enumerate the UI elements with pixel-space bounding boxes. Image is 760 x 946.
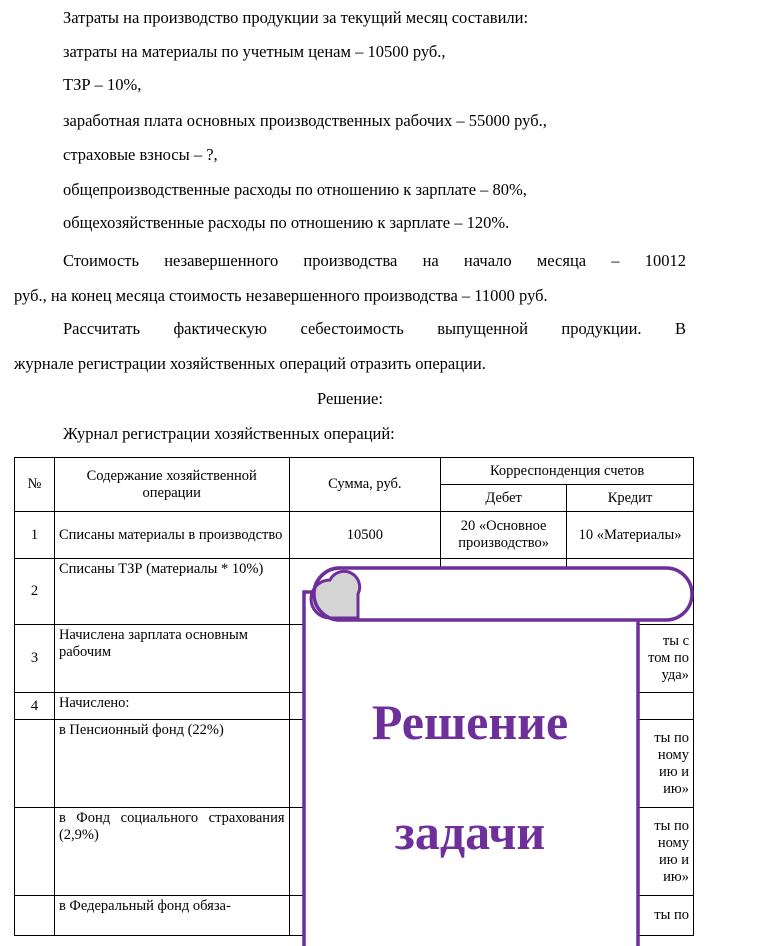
- table-row: [15, 512, 694, 559]
- row-credit: ты по ному ию и ию»: [567, 720, 694, 808]
- row-content: Списаны ТЗР (материалы * 10%): [54, 559, 289, 625]
- word: начало: [463, 251, 512, 270]
- row-content: Начислена зарплата основным рабочим: [54, 625, 289, 693]
- word: месяца: [536, 251, 587, 270]
- word: В: [674, 319, 686, 338]
- word: –: [611, 251, 620, 270]
- word: фактическую: [173, 319, 268, 338]
- table-header-row: [15, 458, 694, 485]
- row-num: [15, 720, 55, 808]
- word: Стоимость: [63, 251, 140, 270]
- row-num: [15, 808, 55, 896]
- row-content: Начислено:: [54, 693, 289, 720]
- row-credit: ты с том по уда»: [567, 625, 694, 693]
- row-num: 3: [15, 625, 55, 693]
- word: продукции.: [561, 319, 642, 338]
- word: выпущенной: [437, 319, 528, 338]
- row-num: 4: [15, 693, 55, 720]
- wip-paragraph: [14, 251, 686, 306]
- row-content: Списаны материалы в производство: [54, 512, 289, 559]
- header-credit: Кредит: [567, 485, 694, 512]
- row-debit: 20 «Основное производство»: [441, 512, 567, 559]
- row-num: 1: [15, 512, 55, 559]
- wip-line-1: [14, 251, 686, 271]
- row-content: в Фонд социального страхования (2,9%): [54, 808, 289, 896]
- solution-scroll-banner[interactable]: [300, 566, 696, 946]
- word: 10012: [644, 251, 686, 270]
- wip-line-2: руб., на конец месяца стоимость незавершенного производства – 11000 руб.: [14, 286, 548, 305]
- scroll-title-line-2: задачи: [394, 804, 546, 860]
- row-num: 2: [15, 559, 55, 625]
- journal-title: Журнал регистрации хозяйственных операций:: [63, 424, 395, 443]
- word: на: [422, 251, 439, 270]
- row-sum: 10500: [289, 512, 441, 559]
- task-line-6: общепроизводственные расходы по отношению к зарплате – 80%,: [63, 180, 527, 199]
- header-debit: Дебет: [441, 485, 567, 512]
- word: производства: [303, 251, 398, 270]
- task-line-1: Затраты на производство продукции за текущий месяц составили:: [63, 8, 529, 27]
- solution-label: Решение:: [317, 389, 383, 408]
- calc-paragraph: [14, 319, 686, 374]
- header-sum: Сумма, руб.: [289, 458, 441, 512]
- header-num: №: [15, 458, 55, 512]
- word: себестоимость: [300, 319, 404, 338]
- scroll-title-line-1: Решение: [371, 694, 569, 750]
- task-line-4: заработная плата основных производственных рабочих – 55000 руб.,: [63, 111, 547, 130]
- calc-line-1: [14, 319, 686, 339]
- scroll-graphic: [300, 566, 696, 946]
- row-content: в Пенсионный фонд (22%): [54, 720, 289, 808]
- scroll-top-roll: [314, 568, 692, 620]
- word: Рассчитать: [63, 319, 140, 338]
- word: незавершенного: [164, 251, 279, 270]
- task-line-5: страховые взносы – ?,: [63, 145, 218, 164]
- scroll-body: [304, 592, 638, 946]
- row-credit: 10 «Материалы»: [567, 512, 694, 559]
- row-content: в Федеральный фонд обяза-: [54, 896, 289, 936]
- row-credit: ты по ному ию и ию»: [567, 808, 694, 896]
- task-line-2: затраты на материалы по учетным ценам – 10500 руб.,: [63, 42, 446, 61]
- header-correspondence: Корреспонденция счетов: [441, 458, 694, 485]
- task-line-3: ТЗР – 10%,: [63, 75, 142, 94]
- header-content: Содержание хозяйственной операции: [54, 458, 289, 512]
- row-credit: ты по: [567, 896, 694, 936]
- calc-line-2: журнале регистрации хозяйственных операций отразить операции.: [14, 354, 486, 373]
- task-line-7: общехозяйственные расходы по отношению к зарплате – 120%.: [63, 213, 510, 232]
